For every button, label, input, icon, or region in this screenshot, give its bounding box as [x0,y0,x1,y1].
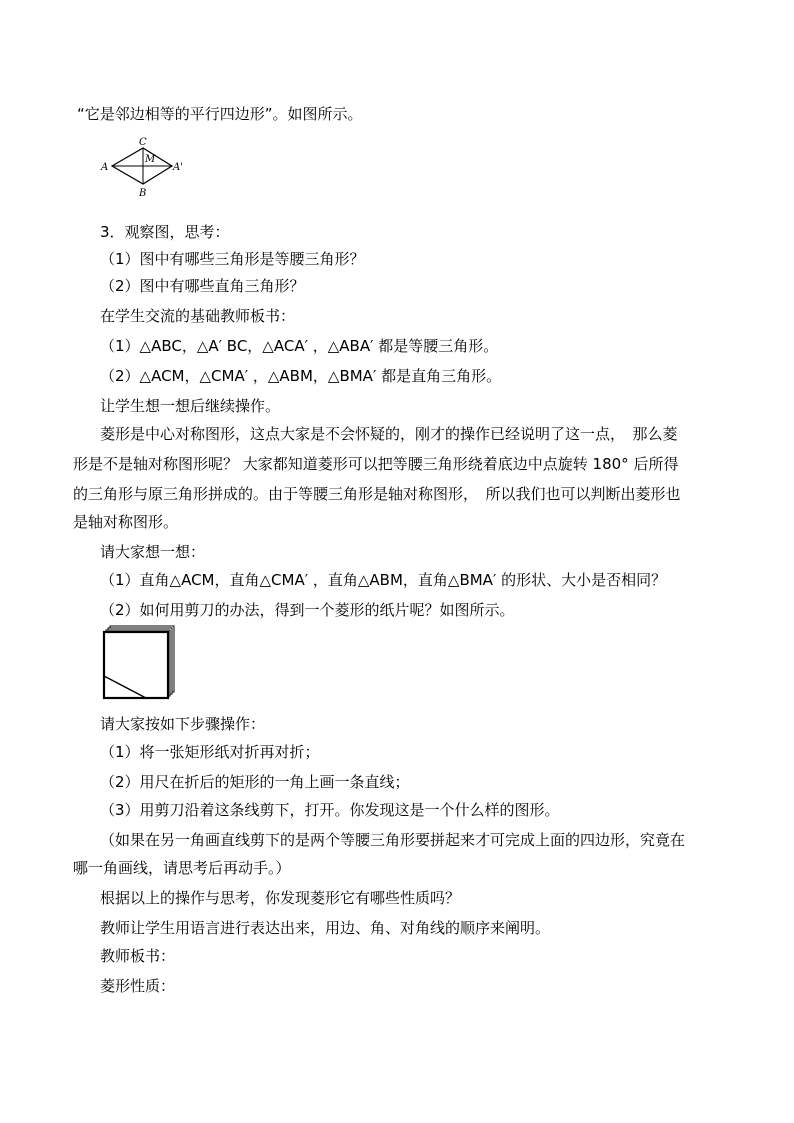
paragraph-line: （1）图中有哪些三角形是等腰三角形？ [100,250,365,268]
paper-front [104,632,168,698]
label-a-prime: A' [173,162,183,173]
paragraph-line: （2）如何用剪刀的办法，得到一个菱形的纸片呢？如图所示。 [100,601,515,619]
paragraph-line: （1）△ABC，△A′ BC，△ACA′ ，△ABA′ 都是等腰三角形。 [100,337,499,355]
label-m: M [145,154,156,165]
label-a: A [101,162,109,173]
paragraph-line: 3．观察图，思考： [100,223,230,241]
paragraph-line: 请大家想一想： [100,543,206,561]
paragraph-line: 请大家按如下步骤操作： [100,715,266,733]
paragraph-line: 菱形是中心对称图形，这点大家是不会怀疑的，刚才的操作已经说明了这一点， 那么菱 [100,425,678,443]
paragraph-line: 让学生想一想后继续操作。 [100,397,281,415]
paragraph-line: （如果在另一角画直线剪下的是两个等腰三角形要拼起来才可完成上面的四边形，究竟在 [100,831,686,849]
paragraph-line: （3）用剪刀沿着这条线剪下，打开。你发现这是一个什么样的图形。 [100,801,560,819]
paragraph-line: 哪一角画线，请思考后再动手。） [73,859,291,877]
paragraph-line: 菱形性质： [100,977,176,995]
rhombus-diagram [96,132,188,204]
paragraph-line: （2）△ACM，△CMA′ ，△ABM，△BMA′ 都是直角三角形。 [100,367,502,385]
paragraph-line: （2）图中有哪些直角三角形？ [100,277,305,295]
paragraph-line: （1）直角△ACM，直角△CMA′ ，直角△ABM，直角△BMA′ 的形状、大小是否相同？ [100,571,667,589]
paragraph-line: （2）用尺在折后的矩形的一角上画一条直线； [100,773,410,791]
label-b: B [139,188,147,199]
paragraph-line: 的三角形与原三角形拼成的。由于等腰三角形是轴对称图形， 所以我们也可以判断出菱形也 [73,485,681,503]
paragraph-line: “它是邻边相等的平行四边形”。如图所示。 [77,105,363,123]
paragraph-line: 教师让学生用语言进行表达出来，用边、角、对角线的顺序来阐明。 [100,919,551,937]
folded-paper-diagram [100,624,180,700]
paragraph-line: 根据以上的操作与思考，你发现菱形它有哪些性质吗？ [100,889,461,907]
paragraph-line: 教师板书： [100,947,176,965]
paragraph-line: 形是不是轴对称图形呢？ 大家都知道菱形可以把等腰三角形绕着底边中点旋转 180° 后所得 [73,455,679,473]
paragraph-line: 在学生交流的基础教师板书： [100,307,296,325]
paragraph-line: （1）将一张矩形纸对折再对折； [100,743,320,761]
paragraph-line: 是轴对称图形。 [73,513,179,531]
label-c: C [139,137,147,148]
